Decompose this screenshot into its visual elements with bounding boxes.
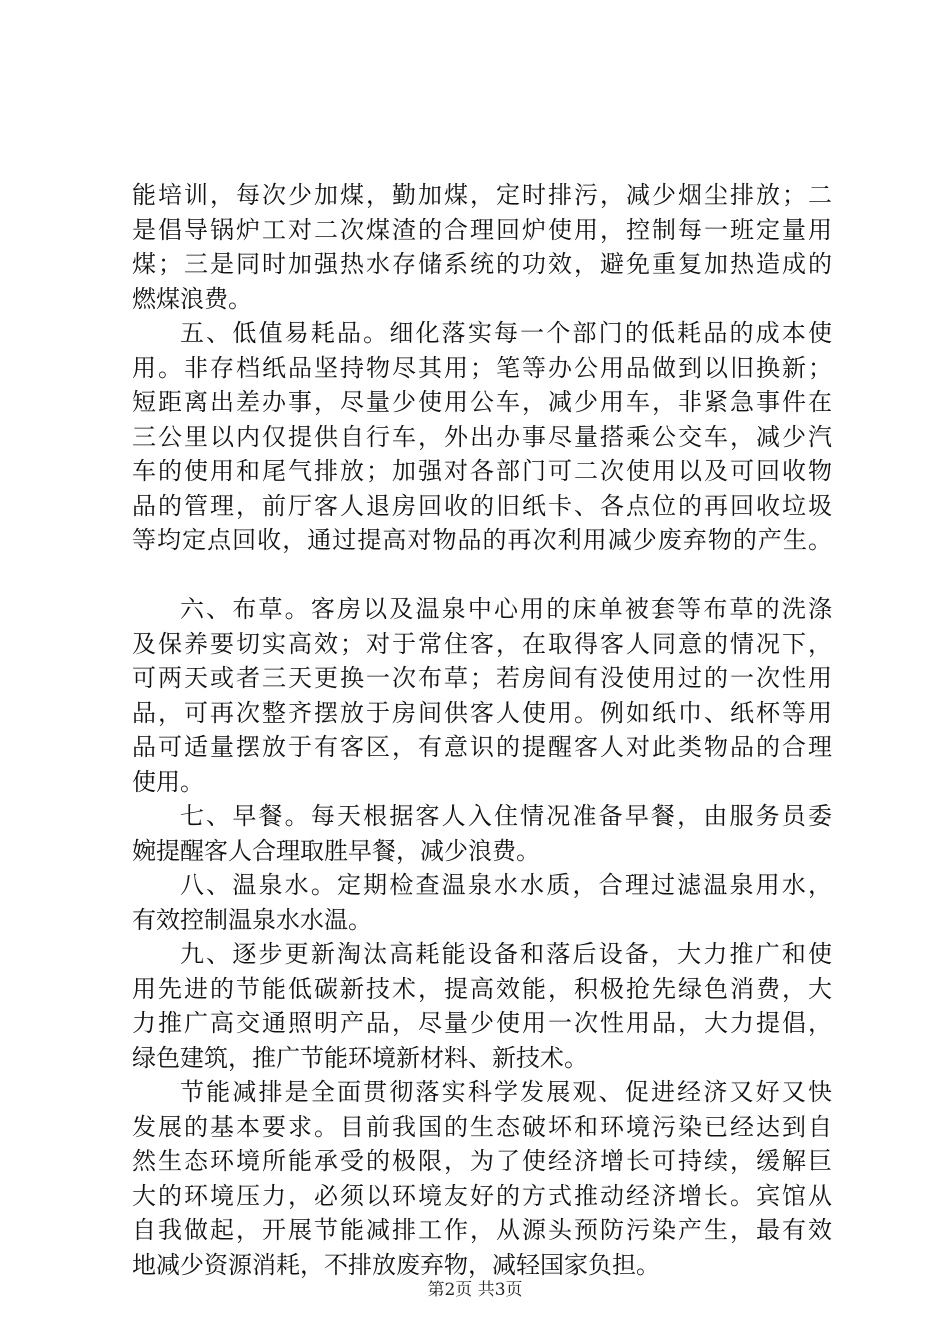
- text-line: 可两天或者三天更换一次布草；若房间有没使用过的一次性用: [132, 664, 832, 692]
- text-line: 力推广高交通照明产品，尽量少使用一次性用品，大力提倡，: [132, 1009, 832, 1037]
- text-line: 有效控制温泉水水温。: [132, 905, 372, 934]
- text-line: 车的使用和尾气排放；加强对各部门可二次使用以及可回收物: [132, 457, 832, 485]
- text-line: 煤；三是同时加强热水存储系统的功效，避免重复加热造成的: [132, 250, 832, 278]
- text-line: 品可适量摆放于有客区，有意识的提醒客人对此类物品的合理: [132, 733, 832, 761]
- paragraph-equipment-update: [132, 937, 832, 1075]
- text-line: 然生态环境所能承受的极限，为了使经济增长可持续，缓解巨: [132, 1147, 832, 1175]
- text-line: 用。非存档纸品坚持物尽其用；笔等办公用品做到以旧换新；: [132, 353, 832, 382]
- text-line: 等均定点回收，通过提高对物品的再次利用减少废弃物的产生。: [132, 526, 832, 554]
- text-line: 地减少资源消耗，不排放废弃物，减轻国家负担。: [132, 1250, 660, 1279]
- text-line: 节能减排是全面贯彻落实科学发展观、促进经济又好又快: [180, 1078, 832, 1106]
- text-line: 使用。: [132, 767, 204, 796]
- text-line: 燃煤浪费。: [132, 284, 252, 313]
- text-line: 大的环境压力，必须以环境友好的方式推动经济增长。宾馆从: [132, 1181, 832, 1210]
- paragraph-linen: [132, 592, 832, 799]
- text-line: 及保养要切实高效；对于常住客，在取得客人同意的情况下，: [132, 629, 832, 658]
- text-line: 品，可再次整齐摆放于房间供客人使用。例如纸巾、纸杯等用: [132, 698, 832, 727]
- text-line: 七、早餐。每天根据客人入住情况准备早餐，由服务员委: [180, 802, 832, 830]
- text-line: 三公里以内仅提供自行车，外出办事尽量搭乘公交车，减少汽: [132, 422, 832, 451]
- text-line: 是倡导锅炉工对二次煤渣的合理回炉使用，控制每一班定量用: [132, 215, 832, 244]
- text-line: 品的管理，前厅客人退房回收的旧纸卡、各点位的再回收垃圾: [132, 491, 832, 520]
- text-line: 短距离出差办事，尽量少使用公车，减少用车，非紧急事件在: [132, 388, 832, 416]
- paragraph-breakfast: [132, 799, 832, 868]
- text-line: 五、低值易耗品。细化落实每一个部门的低耗品的成本使: [180, 319, 832, 347]
- text-line: 用先进的节能低碳新技术，提高效能，积极抢先绿色消费，大: [132, 974, 832, 1003]
- text-line: 六、布草。客房以及温泉中心用的床单被套等布草的洗涤: [180, 595, 832, 623]
- text-line: 婉提醒客人合理取胜早餐，减少浪费。: [132, 836, 540, 865]
- paragraph-hot-spring-water: [132, 868, 832, 937]
- paragraph-spacer: [132, 558, 832, 593]
- paragraph-boiler-continued: [132, 178, 832, 316]
- text-line: 八、温泉水。定期检查温泉水水质，合理过滤温泉用水，: [180, 871, 832, 899]
- text-line: 能培训，每次少加煤，勤加煤，定时排污，减少烟尘排放；二: [132, 181, 832, 209]
- text-line: 自我做起，开展节能减排工作，从源头预防污染产生，最有效: [132, 1216, 832, 1244]
- paragraph-conclusion: [132, 1075, 832, 1282]
- paragraph-low-value-consumables: [132, 316, 832, 558]
- page-number-footer: 第2页 共3页: [427, 1280, 523, 1300]
- text-line: 九、逐步更新淘汰高耗能设备和落后设备，大力推广和使: [180, 940, 832, 968]
- text-line: 发展的基本要求。目前我国的生态破坏和环境污染已经达到自: [132, 1112, 832, 1141]
- text-line: 绿色建筑，推广节能环境新材料、新技术。: [132, 1043, 588, 1072]
- document-body: [132, 178, 832, 1282]
